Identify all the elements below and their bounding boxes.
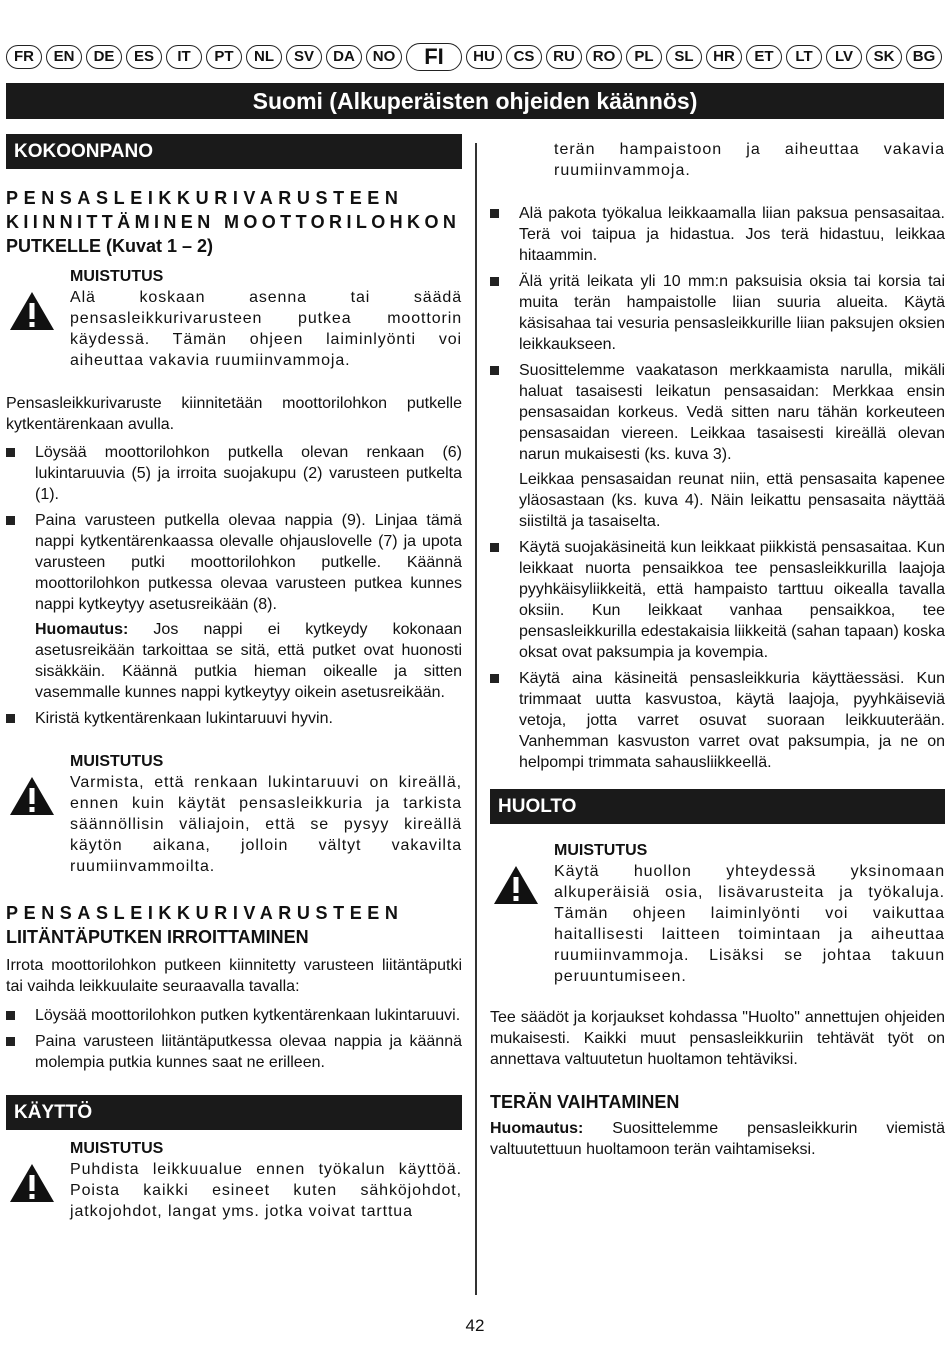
section-header-kokoonpano: KOKOONPANO [6,134,462,169]
list-item [490,203,945,266]
bullet-list [6,442,462,729]
warning-icon [8,290,56,332]
list-item [6,442,462,505]
subheading-line: LIITÄNTÄPUTKEN IRROITTAMINEN [6,927,309,947]
warning-note [6,266,462,371]
warning-icon [8,1162,56,1204]
bullet-icon [490,209,499,218]
right-column [490,139,945,1160]
language-tab-hr[interactable]: HR [706,45,742,69]
language-tab-ru[interactable]: RU [546,45,582,69]
note-text: Alä koskaan asenna tai säädä pensasleikkurivarusteen putkea moottorin käydessä. Tämän ohjeen laiminlyönti voi aiheuttaa vakavia ruumiinvammoja. [70,289,462,369]
list-item-text: Löysää moottorilohkon putkella olevan renkaan (6) lukintaruuvia (5) ja irroita suojakupu (2) varusteen putkelta (1). [35,444,462,503]
bullet-icon [6,448,15,457]
bullet-list [490,203,945,773]
bullet-icon [490,277,499,286]
language-tab-sk[interactable]: SK [866,45,902,69]
subheading-detach [6,901,462,949]
list-item [6,1005,462,1026]
list-item [6,708,462,729]
section-header-huolto: HUOLTO [490,789,945,824]
language-tab-fr[interactable]: FR [6,45,42,69]
list-item-text: Suosittelemme vaakatason merkkaamista narulla, mikäli haluat tasaisesti leikatun pensasaidan: Merkkaa ensin pensasaidan korkeus. Vedä sitten naru tähän korkeuteen pensasaidan viereen. Leikkaa tasaisesti kireällä olevan narun mukaisesti (ks. kuva 3). [519,362,945,463]
language-tab-en[interactable]: EN [46,45,82,69]
subheading-line: KIINNITTÄMINEN MOOTTORILOHKON [6,212,461,232]
paragraph-blade-change [490,1118,945,1160]
list-item-text: Älä yritä leikata yli 10 mm:n paksuisia oksia tai korsia tai muita terän hampaistolle liian suuria alueita. Käytä käsisahaa tai vesuria pensasleikkurille liian paksujen oksien leikkaukseen. [519,273,945,353]
paragraph-detach-intro: Irrota moottorilohkon putkeen kiinnitetty varusteen liitäntäputki tai vaihda leikkuulaite seuraavalla tavalla: [6,957,462,995]
left-column [6,134,462,1222]
bullet-icon [6,714,15,723]
paragraph-huolto: Tee säädöt ja korjaukset kohdassa "Huolto" annettujen ohjeiden mukaisesti. Kaikki muut pensasleikkuriin tehtävät työt on annettava valtuutetun huoltamon tehtäviksi. [490,1009,945,1068]
warning-note [6,1138,462,1222]
list-item [490,360,945,532]
page-title: Suomi (Alkuperäisten ohjeiden käännös) [6,83,944,119]
bullet-list [6,1005,462,1073]
note-label: Huomautus: [490,1120,584,1137]
language-tab-de[interactable]: DE [86,45,122,69]
note-title: MUISTUTUS [70,268,164,285]
list-item-text: Käytä aina käsineitä pensasleikkuria käyttäessäsi. Kun trimmaat uutta kasvustoa, käytä laajoja, pyyhkäiseviä vetoja, jotta varret osuvat suoraan leikkuuterään. Vanhemman kasvuston varret ovat paksumpia, ja ne on helpompi trimmata sahausliikkeellä. [519,670,945,771]
warning-icon [8,775,56,817]
subheading-line: PENSASLEIKKURIVARUSTEEN [6,903,404,923]
subheading-blade-change: TERÄN VAIHTAMINEN [490,1092,680,1112]
page-number: 42 [465,1316,485,1335]
language-tab-pt[interactable]: PT [206,45,242,69]
bullet-icon [490,366,499,375]
language-tab-lv[interactable]: LV [826,45,862,69]
note-text: Puhdista leikkuualue ennen työkalun käyttöä. Poista kaikki esineet kuten sähköjohdot, jatkojohdot, langat yms. jotka voivat tarttua [70,1161,462,1220]
subheading-attach [6,186,462,258]
language-tab-no[interactable]: NO [366,45,402,69]
list-item-text: Käytä suojakäsineitä kun leikkaat piikkistä pensasaitaa. Kun leikkaat nuorta pensaikkoa tee pensasleikkurilla laajoja pyyhkäisyliikkeitä, että hampaisto tarttuu oikealla tavalla oksiin. Kun leikkaat vanhaa pensaikkoa, tee pensasleikkurilla edestakaisia liikkeitä (sahan tapaan) koska oksat ovat paksumpia ja kovempia. [519,539,946,661]
bullet-icon [6,1011,15,1020]
note-body: Suosittelemme pensasleikkurin viemistä valtuutettuun huoltamoon terän vaihtamiseksi. [490,1120,945,1158]
language-tab-fi[interactable]: FI [406,43,462,71]
note-body: Jos nappi ei kytkeydy kokonaan asetusreikään tarkoittaa se sitä, että putket ovat huonosti sisäkkäin. Käännä putkia hieman oikealle ja sitten vasemmalle kunnes nappi kytkeytyy oikein asetusreikään. [35,621,462,701]
note-continuation: terän hampaistoon ja aiheuttaa vakavia ruumiinvammoja. [554,141,945,179]
section-header-kaytto: KÄYTTÖ [6,1095,462,1130]
language-tab-nl[interactable]: NL [246,45,282,69]
paragraph-edges: Leikkaa pensasaidan reunat niin, että pensasaita kapenee yläosastaan (ks. kuva 4). Näin leikattu pensasaita näyttää siistiltä ja tasaiselta. [519,471,945,530]
language-tab-sl[interactable]: SL [666,45,702,69]
warning-note [490,840,945,987]
column-divider [475,143,477,1295]
list-item [490,668,945,773]
language-tab-cs[interactable]: CS [506,45,542,69]
language-bar [6,45,944,71]
bullet-icon [490,543,499,552]
note-text: Varmista, että renkaan lukintaruuvi on kireällä, ennen kuin käytät pensasleikkuria ja tarkista säännöllisin väliajoin, että se pysyy kireällä käytön aikana, jolloin vältyt vakavilta ruumiinvammoilta. [70,774,462,875]
language-tab-es[interactable]: ES [126,45,162,69]
list-item-text: Löysää moottorilohkon putken kytkentärenkaan lukintaruuvi. [35,1007,461,1024]
note-paragraph [35,619,462,703]
note-title: MUISTUTUS [70,1140,164,1157]
language-tab-lt[interactable]: LT [786,45,822,69]
list-item [6,1031,462,1073]
language-tab-ro[interactable]: RO [586,45,622,69]
bullet-icon [6,1037,15,1046]
bullet-icon [6,516,15,525]
list-item-text: Paina varusteen putkella olevaa nappia (9). Linjaa tämä nappi kytkentärenkaassa olevalle ohjauslovelle (7) ja upota varusteen putki moottorilohkon putkelle. Käännä moottorilohkon putkessa olevaa varusteen putkea kunnes nappi kytkeytyy asetusreikään (8). [35,512,462,613]
note-text: Käytä huollon yhteydessä yksinomaan alkuperäisiä osia, lisävarusteita ja työkaluja. Tämän ohjeen laiminlyönti voi vaikuttaa haitallisesti laitteen toimintaan ja aiheuttaa ruumiinvammoja. Lisäksi se johtaa takuun peruuntumiseen. [554,863,945,985]
warning-note [6,751,462,877]
language-tab-bg[interactable]: BG [906,45,942,69]
language-tab-et[interactable]: ET [746,45,782,69]
language-tab-da[interactable]: DA [326,45,362,69]
list-item [490,271,945,355]
warning-icon [492,864,540,906]
language-tab-hu[interactable]: HU [466,45,502,69]
language-tab-it[interactable]: IT [166,45,202,69]
note-title: MUISTUTUS [70,753,164,770]
paragraph-intro: Pensasleikkurivaruste kiinnitetään moottorilohkon putkelle kytkentärenkaan avulla. [6,395,462,433]
bullet-icon [490,674,499,683]
note-title: MUISTUTUS [554,842,648,859]
list-item [6,510,462,703]
language-tab-pl[interactable]: PL [626,45,662,69]
list-item-text: Paina varusteen liitäntäputkessa olevaa nappia ja käännä molempia putkia kunnes saat ne erilleen. [35,1033,462,1071]
subheading-line: PUTKELLE (Kuvat 1 – 2) [6,236,214,256]
note-label: Huomautus: [35,621,129,638]
language-tab-sv[interactable]: SV [286,45,322,69]
list-item [490,537,945,663]
subheading-line: PENSASLEIKKURIVARUSTEEN [6,188,404,208]
list-item-text: Alä pakota työkalua leikkaamalla liian paksua pensasaitaa. Terä voi taipua ja hidastua. Jos terä hidastuu, leikkaa hitaammin. [519,205,945,264]
list-item-text: Kiristä kytkentärenkaan lukintaruuvi hyvin. [35,710,333,727]
